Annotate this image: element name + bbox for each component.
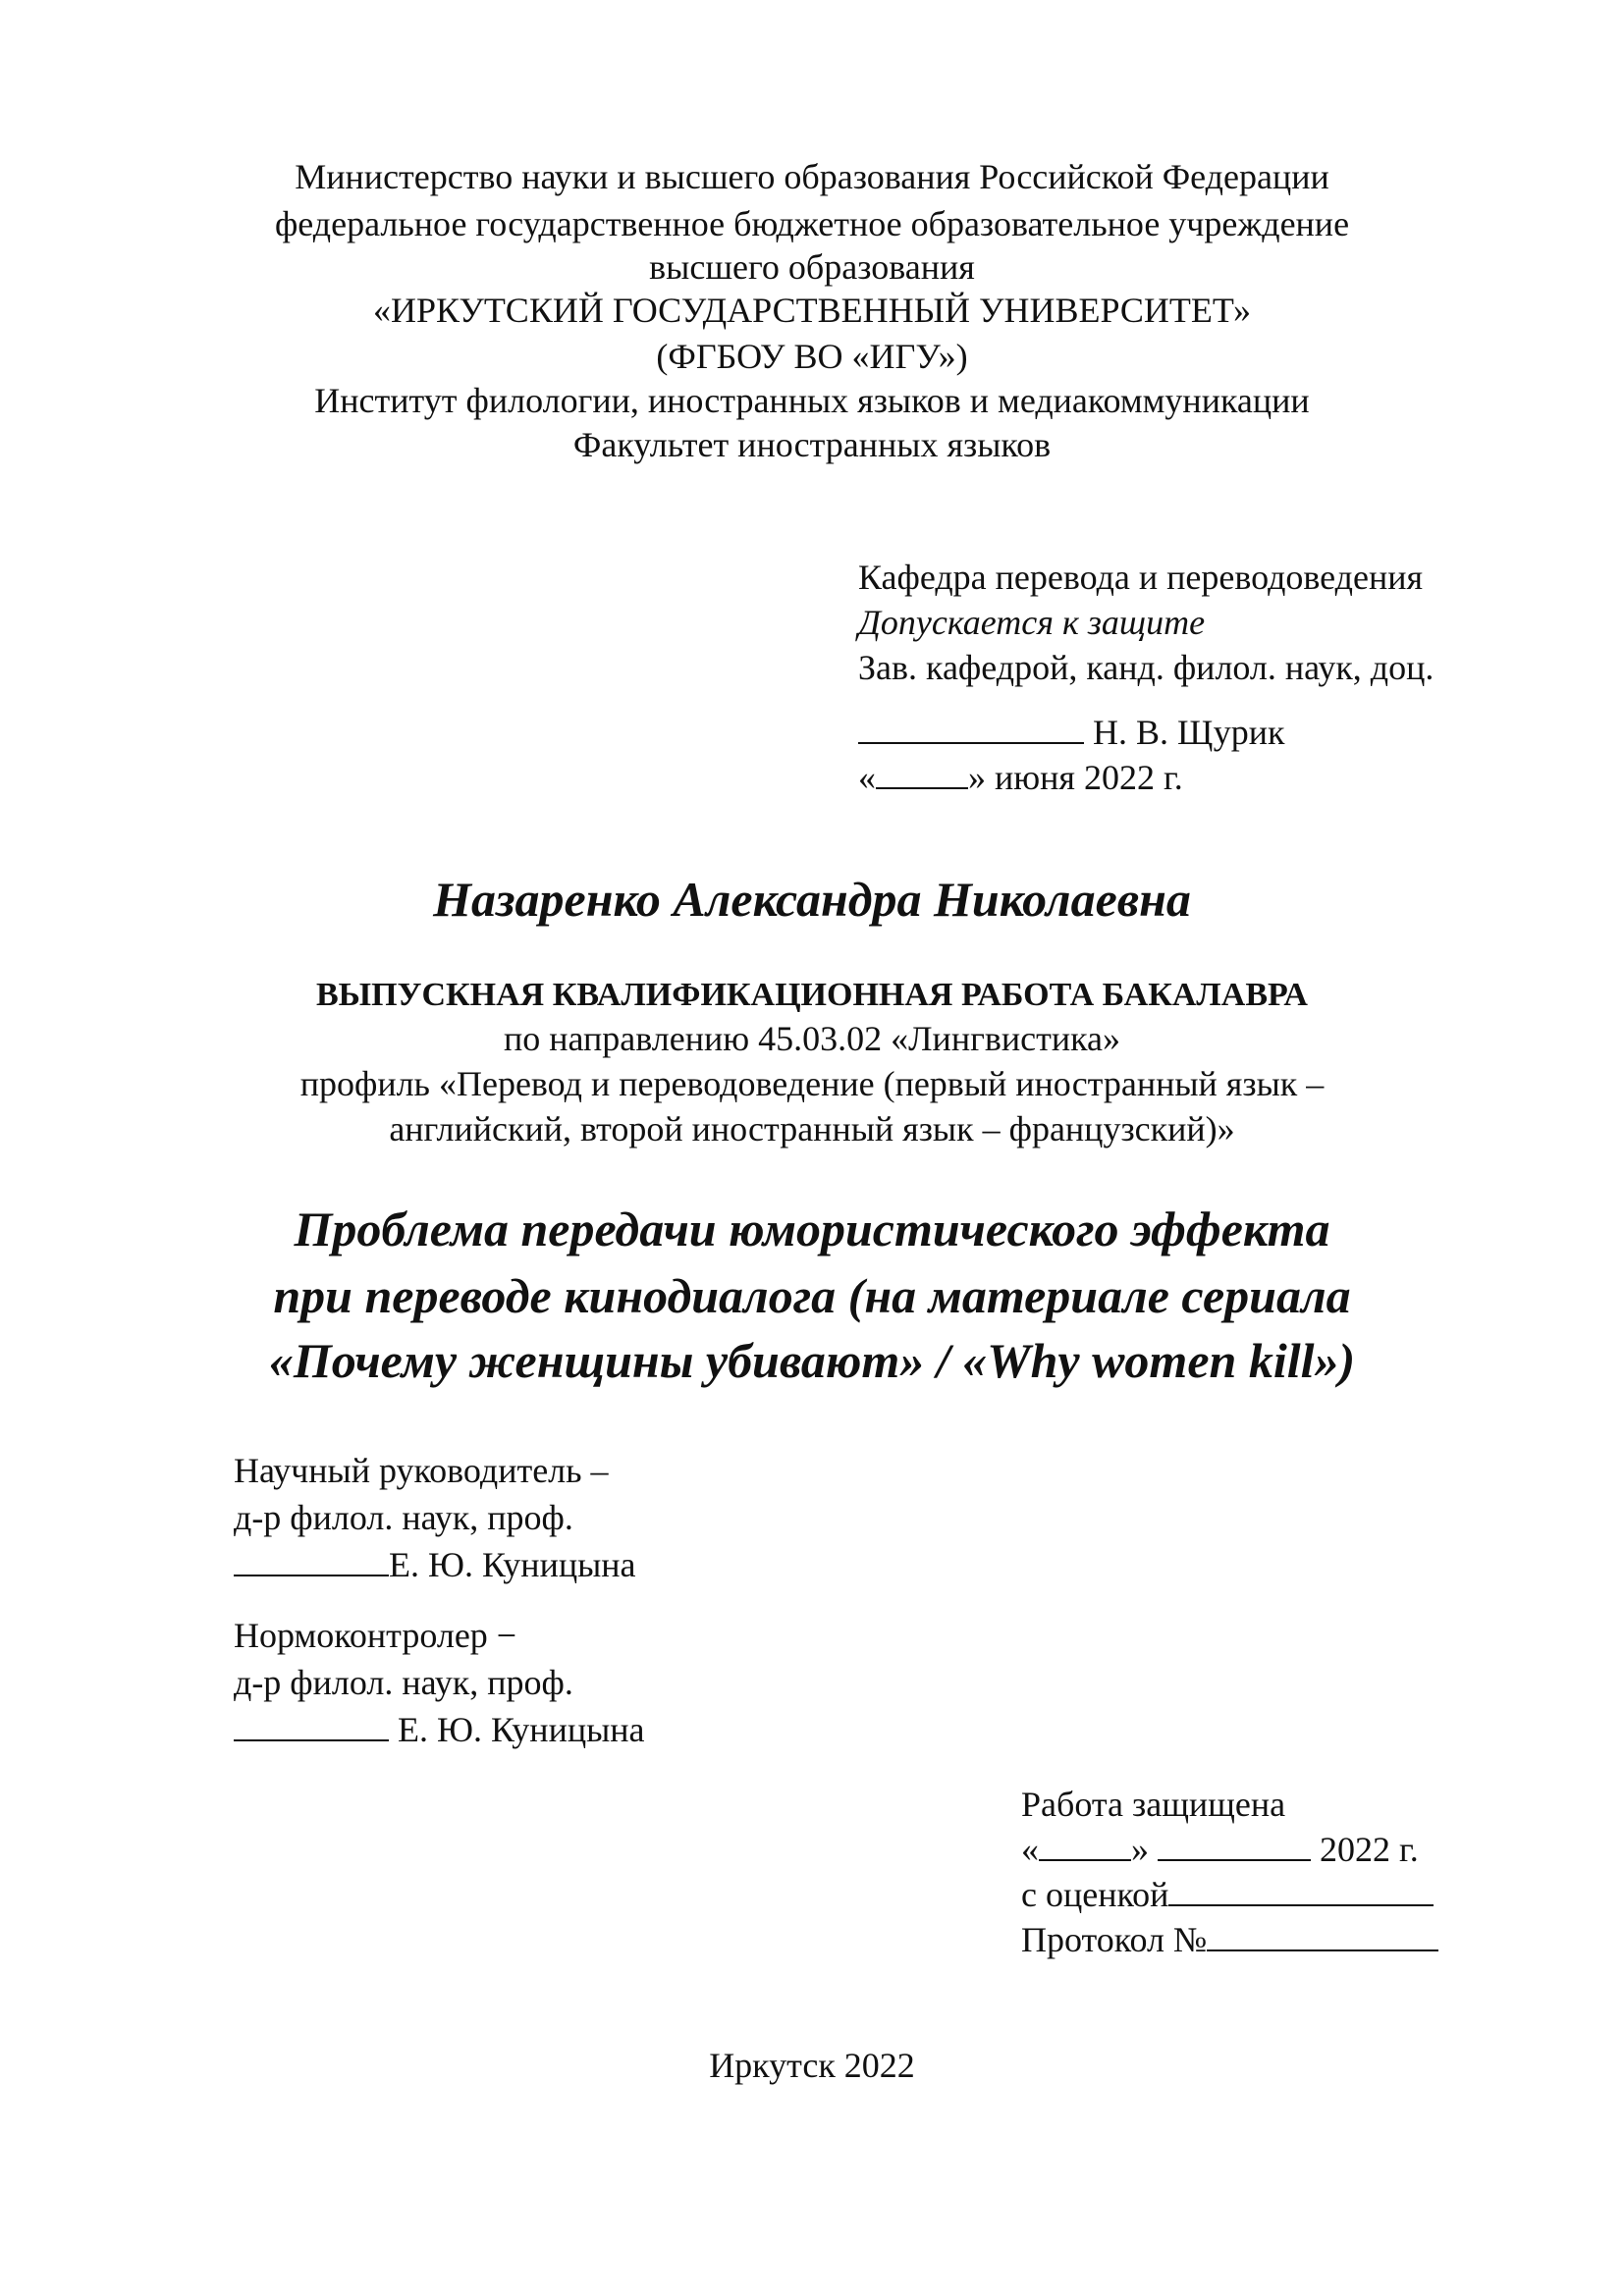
admitted-to-defense: Допускается к защите (858, 603, 1206, 642)
head-signature-line (858, 713, 1285, 752)
signature-blank (234, 1545, 389, 1576)
header-education-level: высшего образования (649, 247, 975, 287)
department-name: Кафедра перевода и переводоведения (858, 558, 1424, 597)
header-university-name: «ИРКУТСКИЙ ГОСУДАРСТВЕННЫЙ УНИВЕРСИТЕТ» (373, 291, 1251, 330)
normcontrol-degree: д-р филол. наук, проф. (234, 1663, 573, 1702)
thesis-type: ВЫПУСКНАЯ КВАЛИФИКАЦИОННАЯ РАБОТА БАКАЛАВРА (316, 977, 1308, 1013)
header-institution-type: федеральное государственное бюджетное образовательное учреждение (274, 204, 1350, 243)
month-blank (1158, 1830, 1311, 1861)
thesis-direction: по направлению 45.03.02 «Лингвистика» (503, 1019, 1121, 1058)
date-quote-close: » (1131, 1830, 1149, 1869)
normcontrol-role: Нормоконтролер − (234, 1616, 517, 1655)
normcontrol-name: Е. Ю. Куницына (398, 1710, 645, 1749)
protocol-blank (1207, 1920, 1438, 1951)
supervisor-role: Научный руководитель – (234, 1451, 609, 1490)
defense-protocol (1021, 1920, 1438, 1959)
grade-blank (1168, 1875, 1434, 1906)
supervisor-degree: д-р филол. наук, проф. (234, 1498, 573, 1537)
defense-year: 2022 г. (1320, 1830, 1419, 1869)
signature-blank (858, 713, 1084, 744)
normcontrol-signature-line (234, 1710, 645, 1749)
author-name: Назаренко Александра Николаевна (433, 872, 1191, 927)
supervisor-name: Е. Ю. Куницына (389, 1545, 636, 1584)
header-university-abbr: (ФГБОУ ВО «ИГУ») (656, 337, 968, 376)
date-rest: » июня 2022 г. (968, 758, 1183, 797)
signature-blank (234, 1710, 389, 1741)
header-faculty: Факультет иностранных языков (572, 425, 1052, 464)
date-quote-open: « (1021, 1830, 1039, 1869)
header-institute: Институт филологии, иностранных языков и медиакоммуникации (314, 381, 1310, 420)
supervisor-signature-line (234, 1545, 636, 1584)
day-blank (876, 758, 968, 789)
title-line1: Проблема передачи юмористического эффекта (294, 1201, 1330, 1256)
head-position: Зав. кафедрой, канд. филол. наук, доц. (858, 648, 1435, 687)
title-line3: «Почему женщины убивают» / «Why women kill») (268, 1333, 1356, 1388)
thesis-profile-line1: профиль «Перевод и переводоведение (первый иностранный язык – (299, 1064, 1325, 1103)
grade-label: с оценкой (1021, 1875, 1169, 1914)
defense-date (1021, 1830, 1419, 1869)
thesis-profile-line2: английский, второй иностранный язык – французский)» (389, 1109, 1235, 1148)
day-blank (1039, 1830, 1131, 1861)
defense-status: Работа защищена (1021, 1785, 1286, 1824)
title-line2: при переводе кинодиалога (на материале сериала (273, 1268, 1351, 1323)
header-ministry: Министерство науки и высшего образования Российской Федерации (295, 157, 1329, 196)
head-name: Н. В. Щурик (1093, 713, 1285, 752)
defense-grade (1021, 1875, 1434, 1914)
protocol-label: Протокол № (1021, 1920, 1208, 1959)
date-quote-open: « (858, 758, 876, 797)
approval-date (858, 758, 1183, 797)
city-year: Иркутск 2022 (709, 2046, 915, 2085)
